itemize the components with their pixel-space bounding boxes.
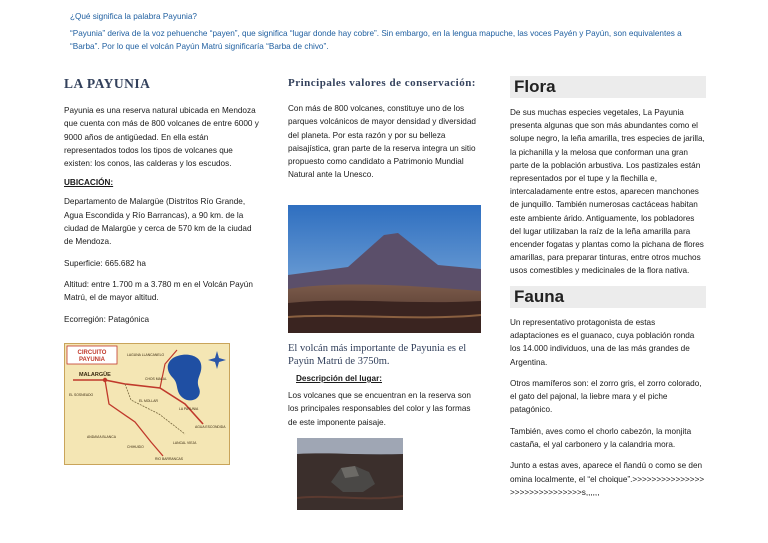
fauna-text-2: Otros mamíferos son: el zorro gris, el zorro colorado, el gato del pajonal, la liebre mara y el piche patagónico. <box>510 378 702 415</box>
map-label-malargue: MALARGÜE <box>79 372 111 378</box>
section-title-flora: Flora <box>510 76 706 98</box>
intro-section <box>70 10 710 57</box>
map-label-5: AGUA ESCONDIDA <box>195 425 226 429</box>
fauna-text-3: También, aves como el chorlo cabezón, la monjita castaña, el yal carbonero y la calandria mora. <box>510 426 692 450</box>
ubicacion-label: UBICACIÓN: <box>64 178 114 188</box>
conservacion-text: Con más de 800 volcanes, constituye uno de los parques volcánicos de mayor densidad y diversidad del planeta. Por esta razón y por su belleza paisajística, gran parte de la reserva integra un sitio propuesto como candidato a Patrimonio Mundial Natural ante la Unesco. <box>288 104 476 180</box>
payunia-description: Payunia es una reserva natural ubicada en Mendoza que cuenta con más de 800 volcanes de entre 6000 y 9000 años de antigüedad. En ella están representados todos los tipos de volcanes que existen: los conos, las calderas y los escudos. <box>64 106 259 169</box>
column-la-payunia <box>64 76 260 334</box>
map-label-1: LAGUNA LLANCANELO <box>127 353 165 357</box>
intro-question: ¿Qué significa la palabra Payunia? <box>70 12 197 21</box>
altitud-text: Altitud: entre 1.700 m a 3.780 m en el Volcán Payún Matrú, el de mayor altitud. <box>64 279 253 303</box>
superficie-text: Superficie: 665.682 ha <box>64 258 146 268</box>
circuito-payunia-map <box>64 343 230 465</box>
map-label-3: EL MOLLAR <box>139 399 158 403</box>
column-flora-fauna <box>510 76 706 507</box>
intro-answer: “Payunia” deriva de la voz pehuenche “payen”, que significa “lugar donde hay cobre”. Sin embargo, en la lengua mapuche, las voces Payén y Payún, son equivalentes a “Barba”. Por lo que el volcán Payún Matrú significaría “Barba de chivo”. <box>70 29 682 51</box>
lava-rock-photo <box>297 438 403 510</box>
map-label-0: EL SOSNEADO <box>69 393 94 397</box>
map-label-8: CHIHUIDO <box>127 445 144 449</box>
map-label-7: LANCAL VIEJA <box>173 441 197 445</box>
map-label-2: CHOS MALAL <box>145 377 167 381</box>
section-title-fauna: Fauna <box>510 286 706 308</box>
map-label-4: LA PAYUNIA <box>179 407 199 411</box>
descripcion-label: Descripción del lugar: <box>296 374 382 383</box>
flora-text: De sus muchas especies vegetales, La Payunia presenta algunas que son más abundantes como el solupe negro, la leña amarilla, tres especies de jarilla, la pichanilla y la melosa que conforman una gran parte de la población arbustiva. Los pastizales están representados por el tupe y la flechilla e, intercaladamente entre estos, aparecen manchones de junquillo. También numerosas cactáceas habitan este ambiente árido. Antiguamente, los pobladores del lugar utilizaban la raíz de la leña amarilla para encender fogatas y plantas como la pichana de flores amarillas, para preparar tinturas, entre otros muchos usos comestibles y medicinales de la flora nativa. <box>510 108 705 276</box>
fauna-text-1: Un representativo protagonista de estas adaptaciones es el guanaco, cuya población ronda los 14.000 individuos, una de las más grandes de Argentina. <box>510 317 695 367</box>
volcano-caption-block <box>288 338 478 437</box>
map-label-9: RIO BARRANCAS <box>155 457 184 461</box>
fauna-text-4: Junto a estas aves, aparece el ñandú o como se denomina localmente, el “el choique”.>>>>>>>>>>>>>>>>>>>>>>>>>>>>>>s,,,,,, <box>510 461 705 497</box>
section-title-conservacion: Principales valores de conservación: <box>288 77 476 89</box>
ecorregion-text: Ecorregión: Patagónica <box>64 314 150 324</box>
section-title-la-payunia: LA PAYUNIA <box>64 76 151 91</box>
volcano-photo <box>288 205 481 333</box>
map-title-line2: PAYUNIA <box>78 357 106 363</box>
column-conservacion <box>288 76 478 190</box>
volcano-caption: El volcán más importante de Payunia es el Payún Matrú de 3750m. <box>288 343 467 367</box>
ubicacion-text: Departamento de Malargüe (Distritos Río Grande, Agua Escondida y Río Barrancas), a 90 km. de la ciudad de Malargüe y cerca de 570 km de la ciudad de Mendoza. <box>64 197 252 247</box>
map-label-6: ANDAVIA BLANCA <box>87 435 116 439</box>
map-title-line1: CIRCUITO <box>77 350 107 356</box>
descripcion-text: Los volcanes que se encuentran en la reserva son los principales responsables del color y las formas de este imponente paisaje. <box>288 391 471 427</box>
